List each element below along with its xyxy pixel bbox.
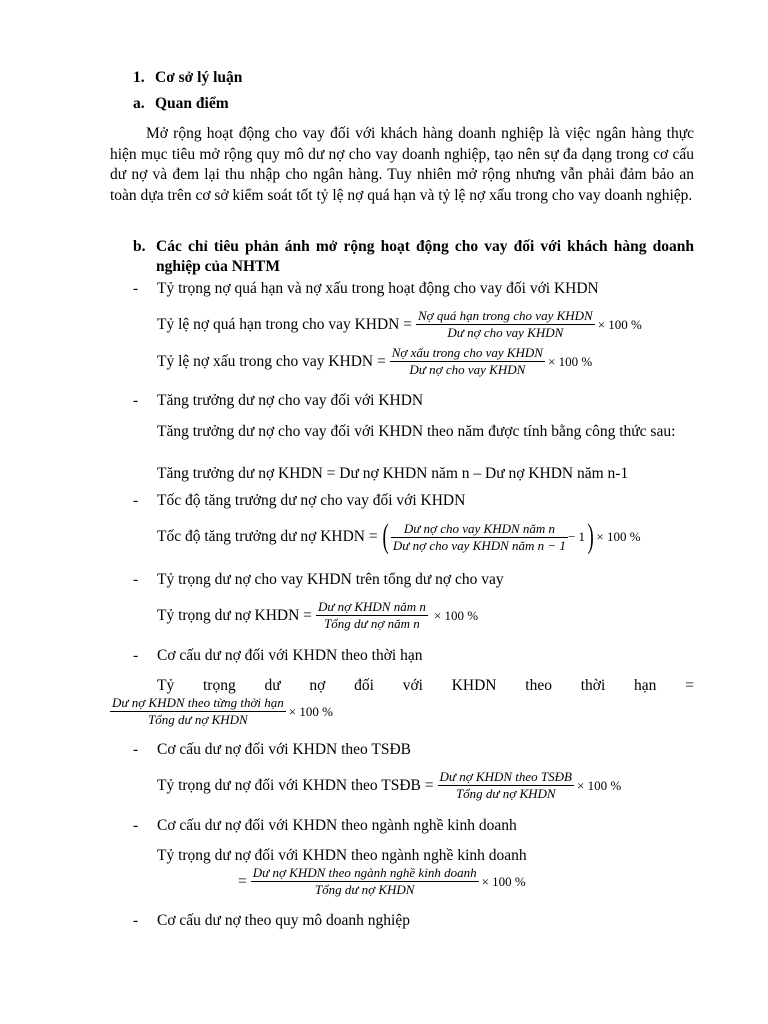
formula-credit-growth: Tăng trưởng dư nợ KHDN = Dư nợ KHDN năm n – Dư nợ KHDN năm n-1 [157,465,629,482]
word: dư [264,677,281,694]
fraction-numerator: Dư nợ KHDN theo từng thời hạn [112,695,284,710]
bullet-dash: - [133,571,139,588]
bullet-dash: - [133,741,139,758]
fraction-numerator: Nợ xấu trong cho vay KHDN [391,345,543,360]
paragraph-text: Tăng trưởng dư nợ cho vay đối với KHDN theo năm được tính bằng công thức sau: [157,423,676,440]
bullet-dash: - [133,392,139,409]
bullet-heading: Tốc độ tăng trưởng dư nợ cho vay đối với KHDN [157,492,466,509]
bullet-item [133,911,410,931]
fraction-numerator: Dư nợ KHDN theo ngành nghề kinh doanh [252,865,477,880]
bullet-item [133,740,411,760]
body-paragraph [110,124,694,206]
formula-label: Tỷ lệ nợ xấu trong cho vay KHDN = [157,352,386,370]
bullet-dash: - [133,647,139,664]
formula-industry-structure [238,866,526,897]
fraction-numerator: Dư nợ cho vay KHDN năm n [391,522,568,538]
subsection-heading-b [133,237,694,277]
formula-label: Tỷ lệ nợ quá hạn trong cho vay KHDN = [157,315,412,333]
fraction-denominator: Tổng dư nợ KHDN [314,882,415,897]
fraction [316,600,428,631]
word: = [685,677,694,694]
word: hạn [634,677,657,694]
fraction-denominator: Dư nợ cho vay KHDN [447,325,564,340]
times-100-percent: × 100 % [596,529,641,544]
formula-label: Tỷ trọng dư nợ KHDN = [157,606,312,624]
bullet-heading: Tỷ trọng dư nợ cho vay KHDN trên tổng dư nợ cho vay [157,571,504,588]
bullet-heading: Cơ cấu dư nợ đối với KHDN theo TSĐB [157,741,412,758]
bullet-dash: - [133,817,139,834]
bullet-item [133,491,465,511]
bullet-item [133,646,422,666]
formula-term-label-row [157,676,694,696]
word: theo [525,677,552,694]
fraction [391,522,568,553]
word: nợ [309,677,326,694]
formula-label: Tốc độ tăng trưởng dư nợ KHDN = [157,528,378,545]
minus-one: − 1 [567,529,586,544]
formula-share-ratio [157,600,478,631]
body-paragraph [110,422,694,443]
bullet-heading: Cơ cấu dư nợ theo quy mô doanh nghiệp [157,912,410,929]
formula-growth-rate [157,520,641,554]
fraction-denominator: Dư nợ cho vay KHDN [409,362,526,377]
bullet-heading: Cơ cấu dư nợ đối với KHDN theo thời hạn [157,647,423,664]
bullet-item [133,279,599,299]
subsection-title: Quan điểm [155,95,229,112]
times-100-percent: × 100 % [433,607,479,623]
fraction-denominator: Tổng dư nợ KHDN [148,712,248,727]
section-number: 1. [133,69,145,86]
word: với [402,677,423,694]
fraction [438,770,574,801]
subsection-number: b. [133,238,146,255]
fraction-numerator: Nợ quá hạn trong cho vay KHDN [417,308,593,323]
subsection-number: a. [133,95,145,112]
formula-label: Tỷ trọng dư nợ đối với KHDN theo TSĐB = [157,776,434,794]
times-100-percent: × 100 % [288,703,333,719]
bullet-item [133,391,423,411]
subsection-title: Các chỉ tiêu phản ánh mở rộng hoạt động cho vay đối với khách hàng doanh nghiệp của NHTM [156,238,694,275]
fraction-denominator: Tổng dư nợ năm n [324,616,420,631]
right-parenthesis: ) [587,518,594,555]
fraction [416,309,595,340]
fraction-numerator: Dư nợ KHDN theo TSĐB [439,769,572,784]
bullet-dash: - [133,280,139,297]
fraction-denominator: Tổng dư nợ KHDN [455,786,556,801]
bullet-heading: Cơ cấu dư nợ đối với KHDN theo ngành nghề kinh doanh [157,817,517,834]
left-parenthesis: ( [382,518,389,555]
fraction [110,696,286,727]
word: Tỷ [157,677,175,694]
fraction-numerator: Dư nợ KHDN năm n [317,599,426,614]
formula-collateral-structure [157,770,621,801]
fraction-denominator: Dư nợ cho vay KHDN năm n − 1 [392,537,566,553]
word: KHDN [451,677,497,694]
section-heading-1 [133,68,242,88]
word: đối [354,677,374,694]
bullet-heading: Tăng trưởng dư nợ cho vay đối với KHDN [157,392,424,409]
paragraph-text: Mở rộng hoạt động cho vay đối với khách hàng doanh nghiệp là việc ngân hàng thực hiện mục tiêu mở rộng quy mô dư nợ cho vay doanh nghiệp, tạo nên sự đa dạng trong cơ cấu dư nợ và đem lại thu nhập cho ngân hàng. Tuy nhiên mở rộng nhưng vẫn phải đảm bảo an toàn dựa trên cơ sở kiểm soát tốt tỷ lệ nợ quá hạn và tỷ lệ nợ xấu trong cho vay doanh nghiệp. [110,125,694,204]
times-100-percent: × 100 % [547,353,593,369]
bullet-heading: Tỷ trọng nợ quá hạn và nợ xấu trong hoạt động cho vay đối với KHDN [157,280,599,297]
formula-term-structure [110,696,333,727]
equals-sign: = [238,872,247,890]
word: trọng [202,677,236,694]
word: thời [580,677,606,694]
bullet-item [133,570,504,590]
formula-label: Tỷ trọng dư nợ đối với KHDN theo ngành nghề kinh doanh [157,847,527,864]
formula-bad-debt-ratio [157,346,592,377]
fraction [390,346,545,377]
formula-overdue-ratio [157,309,642,340]
bullet-dash: - [133,492,139,509]
times-100-percent: × 100 % [481,873,526,889]
subsection-heading-a [133,94,229,114]
section-title: Cơ sở lý luận [155,69,243,86]
times-100-percent: × 100 % [597,316,642,332]
bullet-item [133,816,517,836]
bullet-dash: - [133,912,139,929]
times-100-percent: × 100 % [577,777,622,793]
fraction [251,866,479,897]
